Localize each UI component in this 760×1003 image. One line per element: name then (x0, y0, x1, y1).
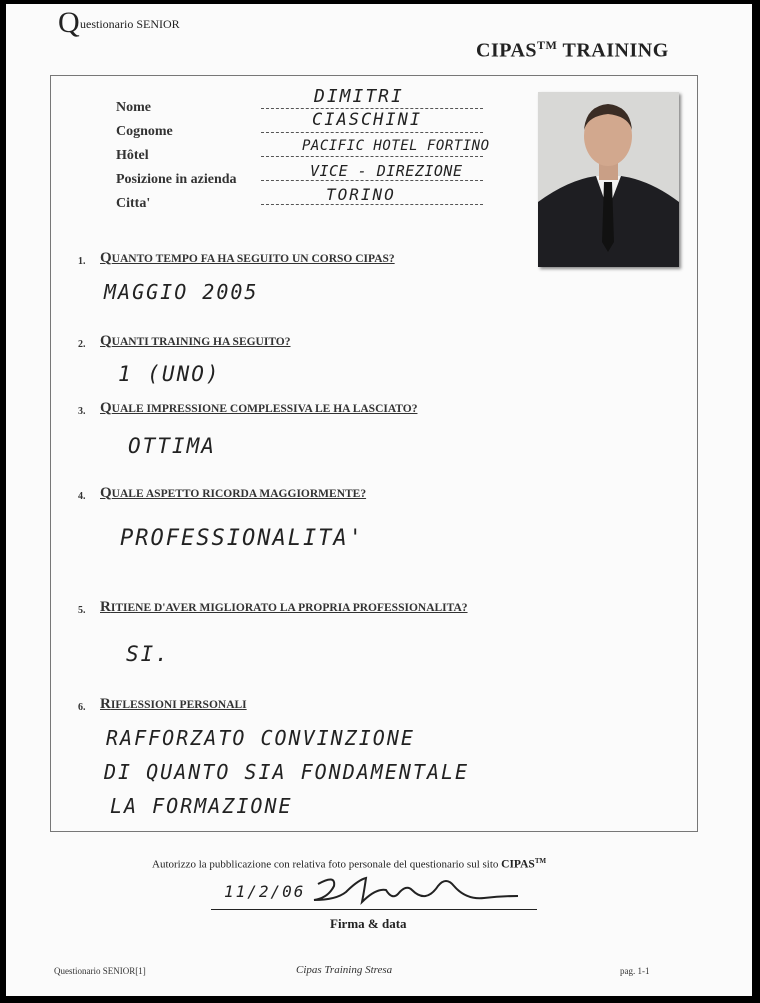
value-cognome: CIASCHINI (312, 110, 423, 130)
label-cognome: Cognome (116, 124, 173, 139)
footer-filename: Questionario SENIOR[1] (54, 966, 146, 976)
label-citta: Citta' (116, 196, 151, 211)
label-posizione: Posizione in azienda (116, 172, 237, 187)
question-number: 4. (78, 491, 86, 502)
value-nome: DIMITRI (314, 86, 404, 107)
value-posizione: VICE - DIREZIONE (310, 162, 463, 180)
value-citta: TORINO (326, 185, 396, 204)
publication-authorization: Autorizzo la pubblicazione con relativa foto personale del questionario sul sito CIPAS™ (152, 857, 547, 871)
answer-line: DI QUANTO SIA FONDAMENTALE (104, 760, 470, 784)
footer-center: Cipas Training Stresa (296, 964, 393, 976)
signature-label: Firma & data (330, 916, 407, 931)
answer-line: LA FORMAZIONE (110, 794, 293, 818)
answer-text: 1 (UNO) (118, 362, 221, 386)
signature-line (211, 909, 537, 910)
title-text: uestionario SENIOR (80, 17, 180, 31)
answer-text: SI. (126, 642, 170, 666)
label-hotel: Hôtel (116, 148, 149, 163)
answer-text: MAGGIO 2005 (104, 280, 259, 304)
questionnaire-page (6, 4, 752, 996)
question-text: QUANTI TRAINING HA SEGUITO? (100, 333, 291, 349)
question-text: RIFLESSIONI PERSONALI (100, 696, 247, 712)
value-hotel: PACIFIC HOTEL FORTINO (302, 138, 490, 154)
label-nome: Nome (116, 100, 151, 115)
answer-text: OTTIMA (128, 434, 216, 458)
page-number: pag. 1-1 (620, 966, 650, 976)
title-initial: Q (58, 6, 80, 39)
answer-text: PROFESSIONALITA' (120, 526, 364, 551)
question-text: QUANTO TEMPO FA HA SEGUITO UN CORSO CIPAS? (100, 250, 395, 266)
question-number: 5. (78, 605, 86, 616)
signature-scribble (306, 870, 526, 910)
question-text: QUALE IMPRESSIONE COMPLESSIVA LE HA LASCIATO? (100, 400, 418, 416)
brand-logo-text: CIPAS™ TRAINING (476, 38, 669, 62)
question-number: 2. (78, 339, 86, 350)
answer-line: RAFFORZATO CONVINZIONE (106, 726, 415, 750)
signature-date: 11/2/06 (224, 882, 306, 901)
question-text: RITIENE D'AVER MIGLIORATO LA PROPRIA PROFESSIONALITA? (100, 599, 468, 615)
question-number: 3. (78, 406, 86, 417)
question-number: 1. (78, 256, 86, 267)
question-number: 6. (78, 702, 86, 713)
question-text: QUALE ASPETTO RICORDA MAGGIORMENTE? (100, 485, 367, 501)
profile-photo (538, 92, 679, 267)
